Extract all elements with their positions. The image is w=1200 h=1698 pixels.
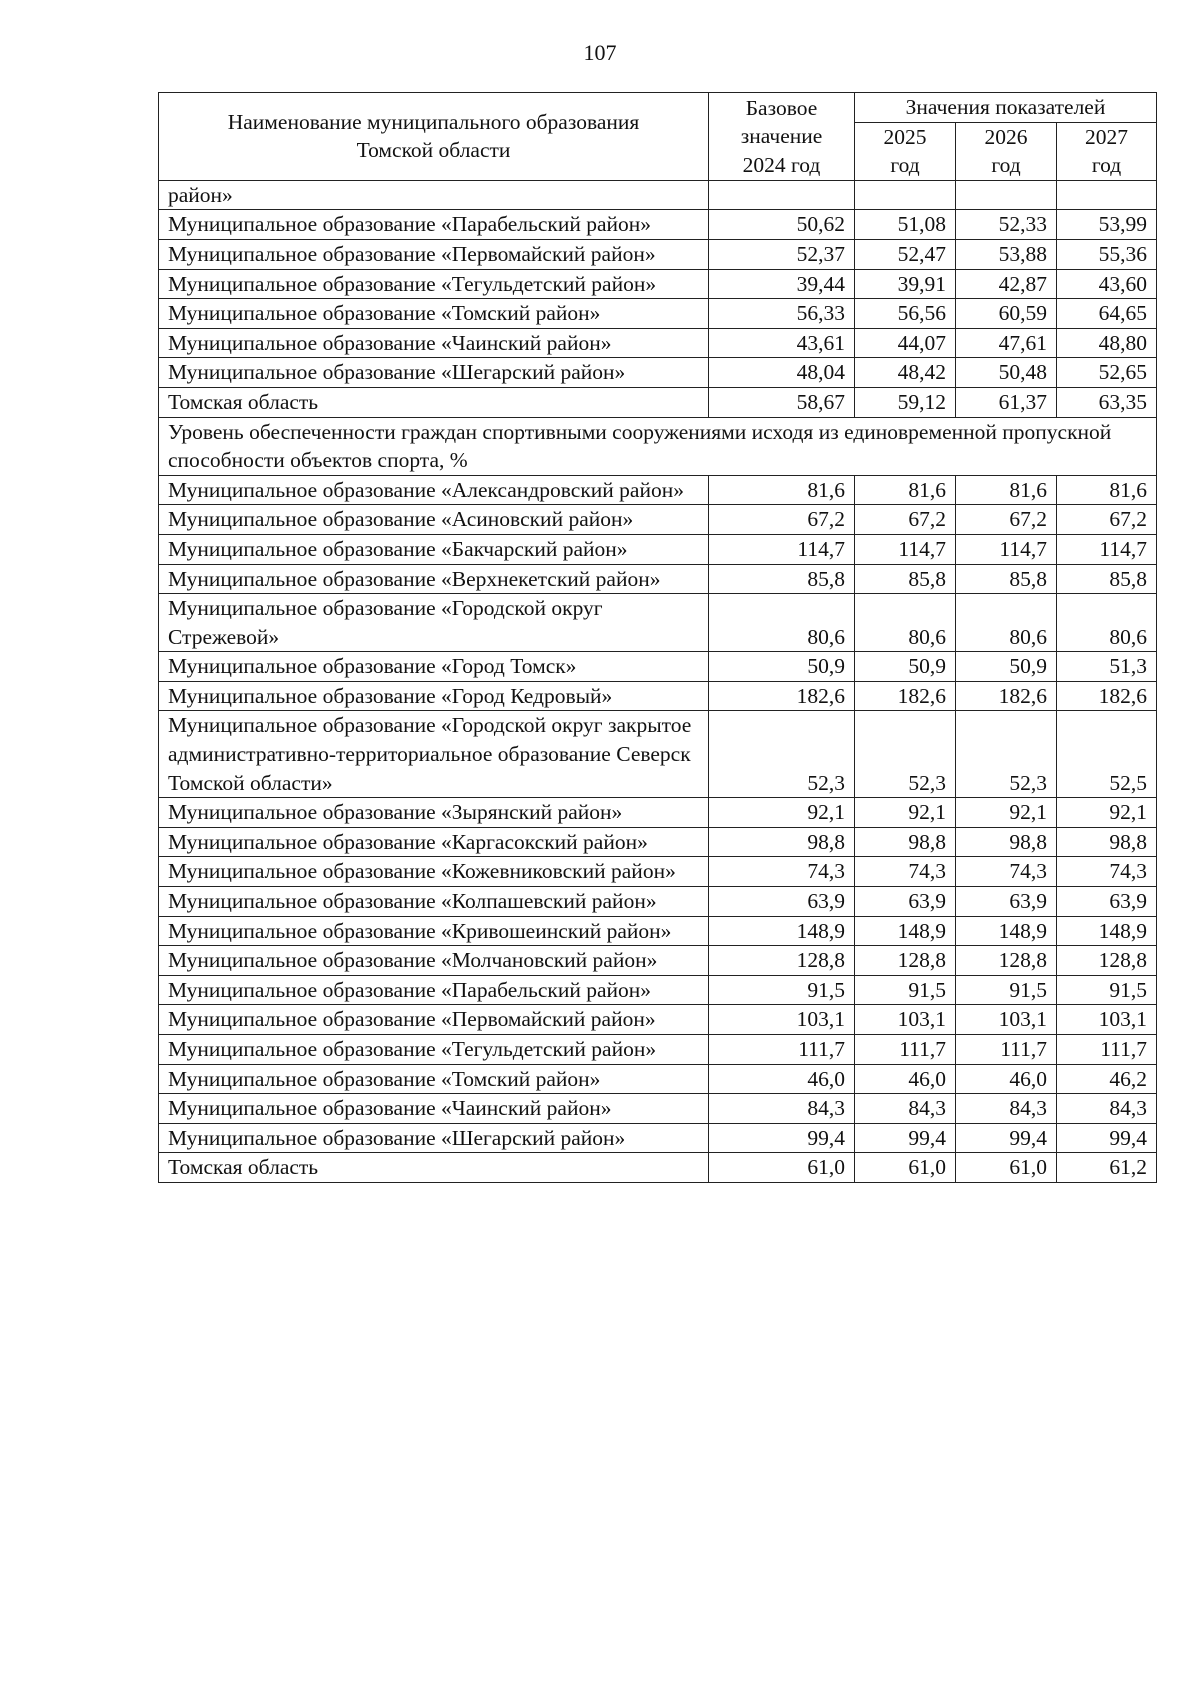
value-2026-cell: 61,37 — [956, 387, 1057, 417]
municipality-name-cell: Муниципальное образование «Город Кедровый» — [159, 681, 709, 711]
value-2026-cell: 91,5 — [956, 975, 1057, 1005]
value-2027-cell: 52,5 — [1057, 711, 1157, 798]
table-row — [159, 594, 1157, 652]
base-value-cell: 50,62 — [709, 210, 855, 240]
value-2027-cell: 91,5 — [1057, 975, 1157, 1005]
value-2025-cell — [855, 180, 956, 210]
base-value-cell: 99,4 — [709, 1123, 855, 1153]
value-2025-cell: 128,8 — [855, 946, 956, 976]
header-year-2025: 2025 год — [855, 122, 956, 180]
value-2025-cell: 99,4 — [855, 1123, 956, 1153]
value-2025-cell: 56,56 — [855, 299, 956, 329]
value-2026-cell: 98,8 — [956, 827, 1057, 857]
table-row — [159, 827, 1157, 857]
value-2026-cell: 67,2 — [956, 505, 1057, 535]
municipality-name-cell: Муниципальное образование «Кривошеинский район» — [159, 916, 709, 946]
base-value-cell: 92,1 — [709, 798, 855, 828]
value-2026-cell: 53,88 — [956, 239, 1057, 269]
value-2027-cell: 84,3 — [1057, 1094, 1157, 1124]
table-row — [159, 475, 1157, 505]
municipality-name-cell: Муниципальное образование «Шегарский район» — [159, 1123, 709, 1153]
base-value-cell: 63,9 — [709, 887, 855, 917]
base-value-cell: 81,6 — [709, 475, 855, 505]
value-2025-cell: 91,5 — [855, 975, 956, 1005]
base-value-cell: 98,8 — [709, 827, 855, 857]
value-2027-cell: 63,35 — [1057, 387, 1157, 417]
value-2025-cell: 48,42 — [855, 358, 956, 388]
base-value-cell: 58,67 — [709, 387, 855, 417]
value-2026-cell: 81,6 — [956, 475, 1057, 505]
value-2027-cell: 85,8 — [1057, 564, 1157, 594]
table-row — [159, 916, 1157, 946]
table-row — [159, 180, 1157, 210]
value-2027-cell: 74,3 — [1057, 857, 1157, 887]
page-number: 107 — [583, 40, 617, 65]
base-value-cell: 91,5 — [709, 975, 855, 1005]
table-row — [159, 798, 1157, 828]
table-row — [159, 887, 1157, 917]
value-2027-cell: 111,7 — [1057, 1035, 1157, 1065]
table-row — [159, 857, 1157, 887]
municipality-name-cell: Муниципальное образование «Зырянский район» — [159, 798, 709, 828]
value-2025-cell: 182,6 — [855, 681, 956, 711]
municipality-name-cell: Муниципальное образование «Шегарский район» — [159, 358, 709, 388]
value-2026-cell: 114,7 — [956, 534, 1057, 564]
value-2025-cell: 52,3 — [855, 711, 956, 798]
value-2026-cell: 61,0 — [956, 1153, 1057, 1183]
base-value-cell: 39,44 — [709, 269, 855, 299]
value-2027-cell: 55,36 — [1057, 239, 1157, 269]
base-value-cell: 111,7 — [709, 1035, 855, 1065]
municipality-name-cell: Муниципальное образование «Каргасокский район» — [159, 827, 709, 857]
value-2025-cell: 39,91 — [855, 269, 956, 299]
value-2025-cell: 148,9 — [855, 916, 956, 946]
value-2026-cell: 182,6 — [956, 681, 1057, 711]
value-2025-cell: 98,8 — [855, 827, 956, 857]
municipality-name-cell: Муниципальное образование «Колпашевский район» — [159, 887, 709, 917]
value-2025-cell: 111,7 — [855, 1035, 956, 1065]
base-value-cell: 61,0 — [709, 1153, 855, 1183]
municipality-name-cell: Муниципальное образование «Чаинский район» — [159, 1094, 709, 1124]
value-2027-cell: 148,9 — [1057, 916, 1157, 946]
value-2026-cell: 60,59 — [956, 299, 1057, 329]
municipality-name-cell: Муниципальное образование «Парабельский район» — [159, 210, 709, 240]
value-2025-cell: 61,0 — [855, 1153, 956, 1183]
table-row — [159, 564, 1157, 594]
municipality-name-cell: Муниципальное образование «Кожевниковский район» — [159, 857, 709, 887]
value-2026-cell: 85,8 — [956, 564, 1057, 594]
table-row — [159, 711, 1157, 798]
table-row — [159, 269, 1157, 299]
base-value-cell: 52,3 — [709, 711, 855, 798]
base-value-cell: 148,9 — [709, 916, 855, 946]
base-value-cell: 48,04 — [709, 358, 855, 388]
base-value-cell: 74,3 — [709, 857, 855, 887]
header-base-value: Базовое значение 2024 год — [709, 93, 855, 181]
value-2025-cell: 92,1 — [855, 798, 956, 828]
value-2027-cell: 53,99 — [1057, 210, 1157, 240]
value-2027-cell: 48,80 — [1057, 328, 1157, 358]
value-2025-cell: 67,2 — [855, 505, 956, 535]
table-row — [159, 210, 1157, 240]
municipality-name-cell: Муниципальное образование «Городской округ Стрежевой» — [159, 594, 709, 652]
table-row — [159, 387, 1157, 417]
value-2026-cell: 46,0 — [956, 1064, 1057, 1094]
table-row — [159, 946, 1157, 976]
value-2025-cell: 74,3 — [855, 857, 956, 887]
table-row — [159, 1153, 1157, 1183]
value-2027-cell: 63,9 — [1057, 887, 1157, 917]
value-2027-cell: 103,1 — [1057, 1005, 1157, 1035]
table-row — [159, 975, 1157, 1005]
table-row — [159, 1035, 1157, 1065]
header-indicator-values: Значения показателей — [855, 93, 1157, 123]
base-value-cell: 67,2 — [709, 505, 855, 535]
municipality-name-cell: Муниципальное образование «Верхнекетский район» — [159, 564, 709, 594]
value-2026-cell: 99,4 — [956, 1123, 1057, 1153]
value-2025-cell: 85,8 — [855, 564, 956, 594]
municipality-name-cell: Томская область — [159, 387, 709, 417]
value-2027-cell: 43,60 — [1057, 269, 1157, 299]
value-2026-cell: 50,9 — [956, 652, 1057, 682]
table-row — [159, 1123, 1157, 1153]
header-year-2026: 2026 год — [956, 122, 1057, 180]
base-value-cell: 182,6 — [709, 681, 855, 711]
municipality-name-cell: Муниципальное образование «Чаинский район» — [159, 328, 709, 358]
municipality-name-cell: Муниципальное образование «Молчановский район» — [159, 946, 709, 976]
value-2025-cell: 63,9 — [855, 887, 956, 917]
indicators-table — [158, 92, 1157, 1183]
section-title: Уровень обеспеченности граждан спортивными сооружениями исходя из единовременной пропускной способности объектов спорта, % — [159, 417, 1157, 475]
value-2027-cell: 51,3 — [1057, 652, 1157, 682]
table-row — [159, 1005, 1157, 1035]
value-2025-cell: 84,3 — [855, 1094, 956, 1124]
base-value-cell: 84,3 — [709, 1094, 855, 1124]
table-row — [159, 534, 1157, 564]
value-2026-cell: 80,6 — [956, 594, 1057, 652]
municipality-name-cell: Муниципальное образование «Бакчарский район» — [159, 534, 709, 564]
value-2027-cell — [1057, 180, 1157, 210]
municipality-name-cell: Муниципальное образование «Тегульдетский район» — [159, 1035, 709, 1065]
value-2027-cell: 128,8 — [1057, 946, 1157, 976]
value-2027-cell: 46,2 — [1057, 1064, 1157, 1094]
value-2025-cell: 114,7 — [855, 534, 956, 564]
value-2026-cell: 63,9 — [956, 887, 1057, 917]
municipality-name-cell: Муниципальное образование «Асиновский район» — [159, 505, 709, 535]
base-value-cell: 128,8 — [709, 946, 855, 976]
value-2027-cell: 67,2 — [1057, 505, 1157, 535]
value-2026-cell: 84,3 — [956, 1094, 1057, 1124]
value-2026-cell: 47,61 — [956, 328, 1057, 358]
municipality-name-cell: Томская область — [159, 1153, 709, 1183]
base-value-cell — [709, 180, 855, 210]
municipality-name-cell: Муниципальное образование «Первомайский район» — [159, 1005, 709, 1035]
base-value-cell: 52,37 — [709, 239, 855, 269]
value-2025-cell: 52,47 — [855, 239, 956, 269]
municipality-name-cell: Муниципальное образование «Александровский район» — [159, 475, 709, 505]
base-value-cell: 46,0 — [709, 1064, 855, 1094]
value-2026-cell: 148,9 — [956, 916, 1057, 946]
value-2027-cell: 80,6 — [1057, 594, 1157, 652]
base-value-cell: 80,6 — [709, 594, 855, 652]
header-municipality: Наименование муниципального образования Томской области — [159, 93, 709, 181]
value-2027-cell: 64,65 — [1057, 299, 1157, 329]
table-row — [159, 505, 1157, 535]
base-value-cell: 43,61 — [709, 328, 855, 358]
header-year-2027: 2027 год — [1057, 122, 1157, 180]
value-2027-cell: 81,6 — [1057, 475, 1157, 505]
value-2027-cell: 98,8 — [1057, 827, 1157, 857]
value-2026-cell: 74,3 — [956, 857, 1057, 887]
base-value-cell: 85,8 — [709, 564, 855, 594]
value-2025-cell: 50,9 — [855, 652, 956, 682]
table-row — [159, 299, 1157, 329]
base-value-cell: 56,33 — [709, 299, 855, 329]
value-2025-cell: 44,07 — [855, 328, 956, 358]
table-row — [159, 239, 1157, 269]
section-row — [159, 417, 1157, 475]
table-row — [159, 652, 1157, 682]
value-2026-cell — [956, 180, 1057, 210]
value-2027-cell: 99,4 — [1057, 1123, 1157, 1153]
municipality-name-cell: район» — [159, 180, 709, 210]
value-2025-cell: 81,6 — [855, 475, 956, 505]
value-2026-cell: 42,87 — [956, 269, 1057, 299]
value-2025-cell: 46,0 — [855, 1064, 956, 1094]
value-2026-cell: 103,1 — [956, 1005, 1057, 1035]
table-row — [159, 1094, 1157, 1124]
table-row — [159, 681, 1157, 711]
value-2027-cell: 92,1 — [1057, 798, 1157, 828]
value-2027-cell: 182,6 — [1057, 681, 1157, 711]
value-2027-cell: 114,7 — [1057, 534, 1157, 564]
municipality-name-cell: Муниципальное образование «Городской округ закрытое административно-территориальное образование Северск Томской области» — [159, 711, 709, 798]
table-body — [159, 180, 1157, 1182]
value-2025-cell: 80,6 — [855, 594, 956, 652]
value-2026-cell: 111,7 — [956, 1035, 1057, 1065]
value-2026-cell: 52,3 — [956, 711, 1057, 798]
base-value-cell: 50,9 — [709, 652, 855, 682]
municipality-name-cell: Муниципальное образование «Тегульдетский район» — [159, 269, 709, 299]
value-2027-cell: 52,65 — [1057, 358, 1157, 388]
municipality-name-cell: Муниципальное образование «Томский район» — [159, 1064, 709, 1094]
value-2025-cell: 59,12 — [855, 387, 956, 417]
table-row — [159, 1064, 1157, 1094]
value-2026-cell: 92,1 — [956, 798, 1057, 828]
base-value-cell: 103,1 — [709, 1005, 855, 1035]
municipality-name-cell: Муниципальное образование «Томский район» — [159, 299, 709, 329]
value-2027-cell: 61,2 — [1057, 1153, 1157, 1183]
base-value-cell: 114,7 — [709, 534, 855, 564]
table-row — [159, 328, 1157, 358]
value-2026-cell: 50,48 — [956, 358, 1057, 388]
municipality-name-cell: Муниципальное образование «Первомайский район» — [159, 239, 709, 269]
table-row — [159, 358, 1157, 388]
value-2025-cell: 103,1 — [855, 1005, 956, 1035]
municipality-name-cell: Муниципальное образование «Город Томск» — [159, 652, 709, 682]
value-2026-cell: 128,8 — [956, 946, 1057, 976]
value-2025-cell: 51,08 — [855, 210, 956, 240]
municipality-name-cell: Муниципальное образование «Парабельский район» — [159, 975, 709, 1005]
table-header — [159, 93, 1157, 181]
value-2026-cell: 52,33 — [956, 210, 1057, 240]
